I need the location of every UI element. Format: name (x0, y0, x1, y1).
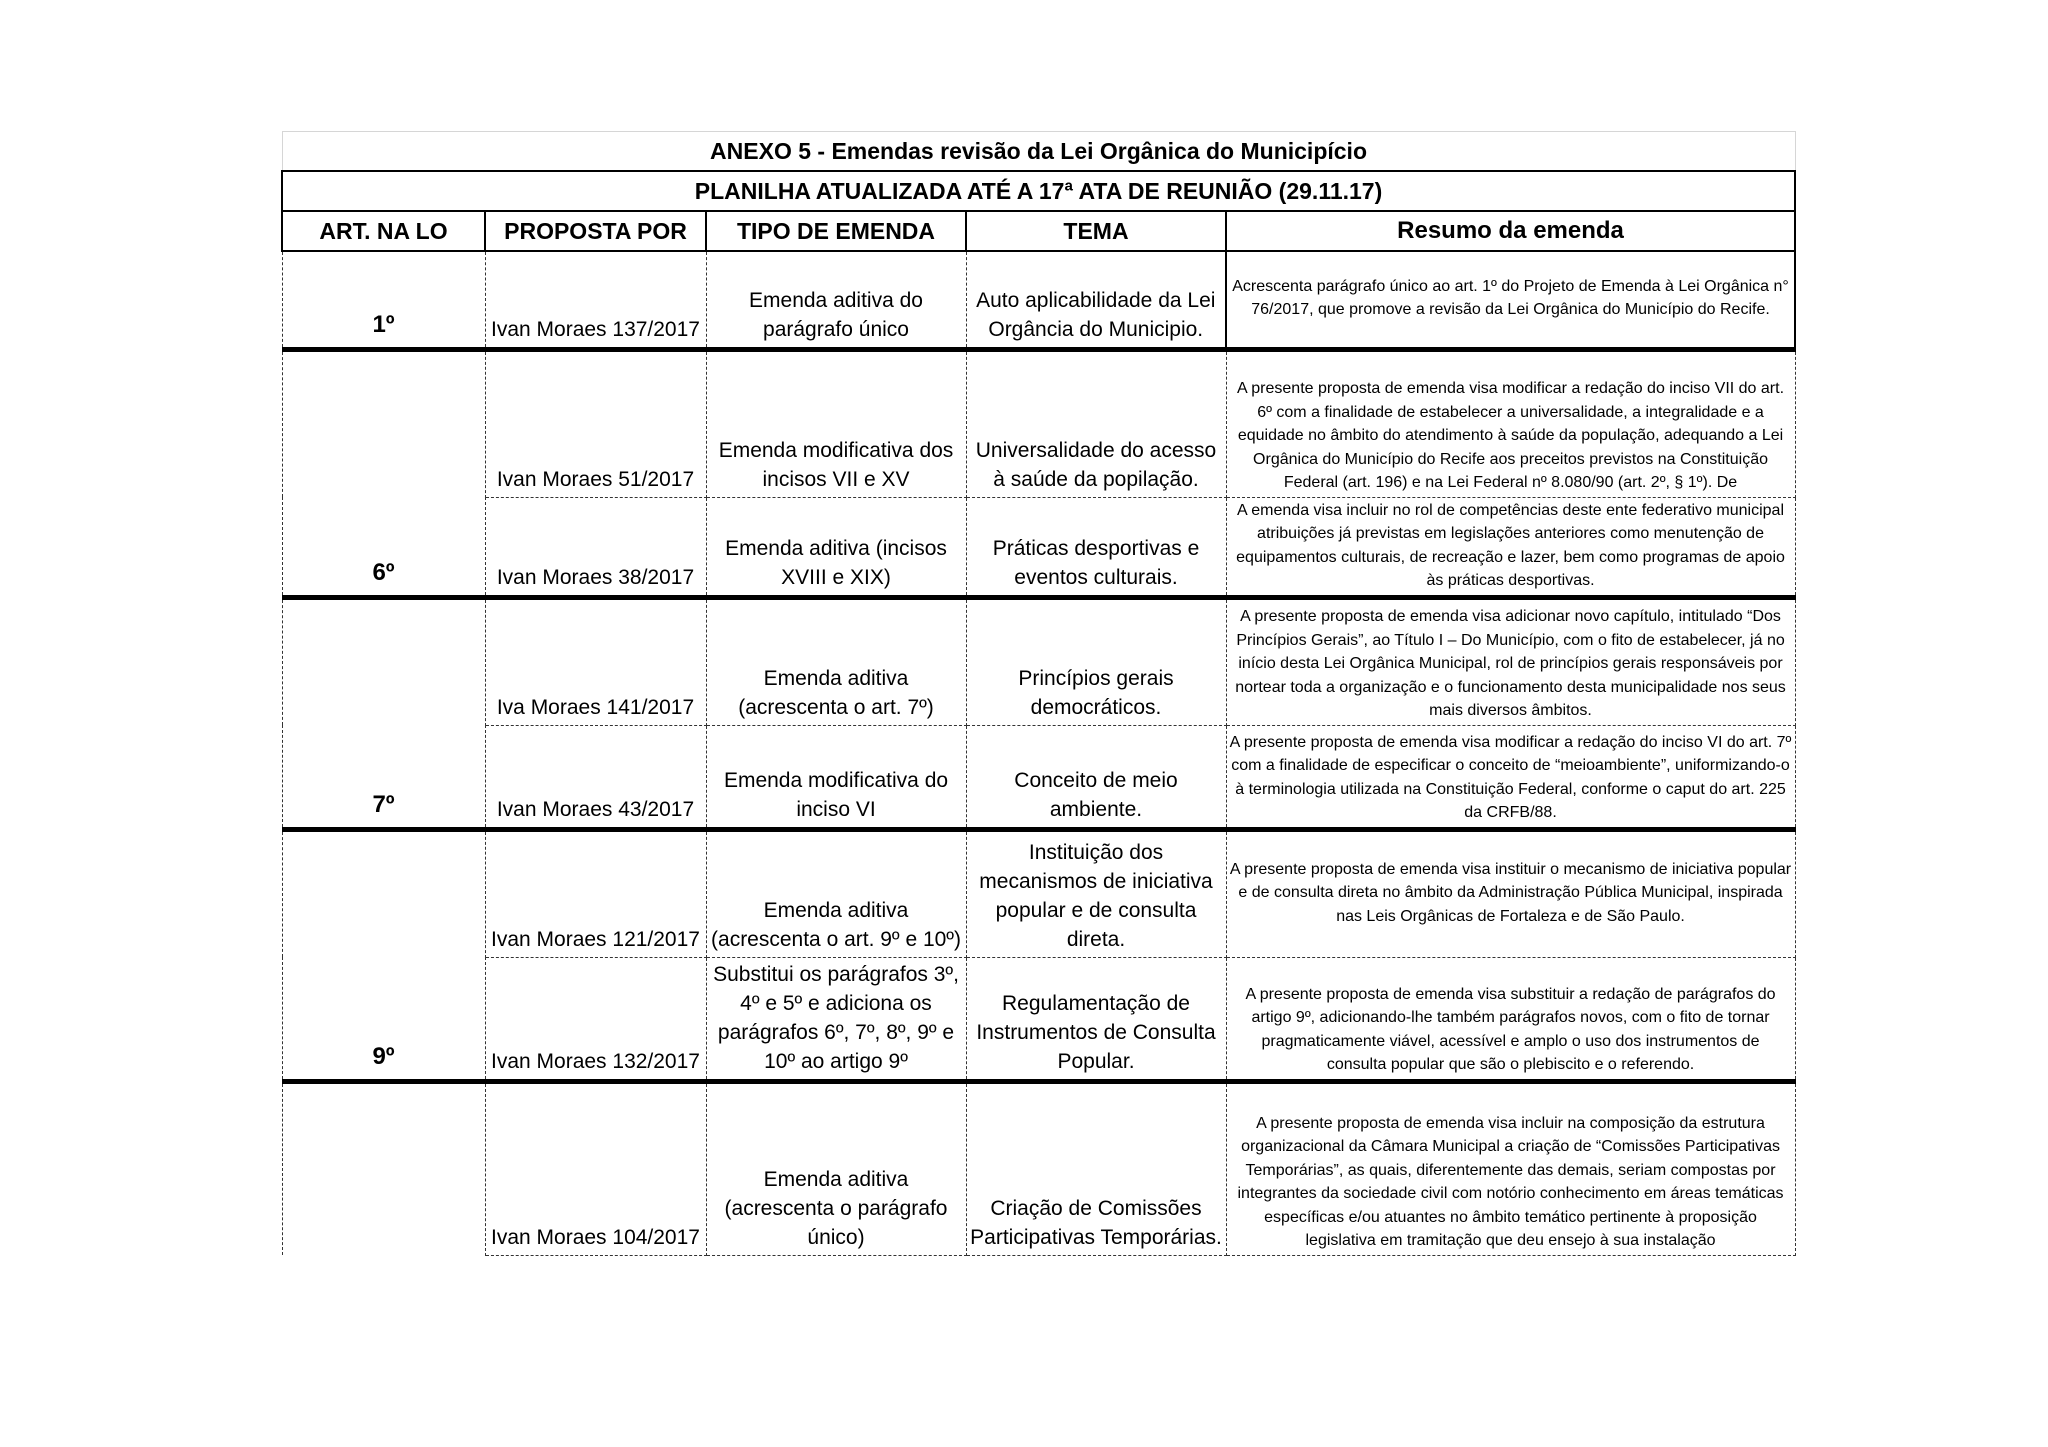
article-cell (282, 1081, 485, 1255)
amendments-sheet (281, 131, 1794, 1256)
resumo-cell: Acrescenta parágrafo único ao art. 1º do Projeto de Emenda à Lei Orgânica n° 76/2017, que promove a revisão da Lei Orgânica do Município do Recife. (1226, 251, 1795, 349)
tema-cell: Princípios gerais democráticos. (966, 597, 1226, 725)
table-row (282, 349, 1795, 497)
tema-cell: Conceito de meio ambiente. (966, 725, 1226, 829)
tipo-cell: Emenda aditiva (acrescenta o art. 7º) (706, 597, 966, 725)
article-cell: 7º (282, 597, 485, 829)
proposta-cell: Ivan Moraes 51/2017 (485, 349, 706, 497)
table-row (282, 957, 1795, 1081)
tipo-cell: Emenda aditiva do parágrafo único (706, 251, 966, 349)
document-title: ANEXO 5 - Emendas revisão da Lei Orgânica do Municipício (282, 132, 1795, 172)
column-header-tema: TEMA (966, 211, 1226, 251)
tema-cell: Regulamentação de Instrumentos de Consulta Popular. (966, 957, 1226, 1081)
resumo-cell: A emenda visa incluir no rol de competências deste ente federativo municipal atribuições já previstas em legislações anteriores como menutenção de equipamentos culturais, de recreação e lazer, bem como programas de apoio às práticas desportivas. (1226, 497, 1795, 597)
resumo-cell: A presente proposta de emenda visa modificar a redação do inciso VI do art. 7º com a finalidade de especificar o conceito de “meioambiente”, uniformizando-o à terminologia utilizada na Constituição Federal, conforme o caput do art. 225 da CRFB/88. (1226, 725, 1795, 829)
table-row (282, 1081, 1795, 1255)
tema-cell: Práticas desportivas e eventos culturais. (966, 497, 1226, 597)
tema-cell: Criação de Comissões Participativas Temporárias. (966, 1081, 1226, 1255)
column-header-proposta: PROPOSTA POR (485, 211, 706, 251)
amendments-table (281, 131, 1796, 1256)
table-row (282, 497, 1795, 597)
tipo-cell: Emenda aditiva (acrescenta o art. 9º e 10º) (706, 829, 966, 957)
tipo-cell: Emenda modificativa do inciso VI (706, 725, 966, 829)
table-row (282, 251, 1795, 349)
resumo-cell: A presente proposta de emenda visa instituir o mecanismo de iniciativa popular e de consulta direta no âmbito da Administração Pública Municipal, inspirada nas Leis Orgânicas de Fortaleza e de São Paulo. (1226, 829, 1795, 957)
proposta-cell: Iva Moraes 141/2017 (485, 597, 706, 725)
article-cell: 9º (282, 829, 485, 1081)
tema-cell: Universalidade do acesso à saúde da popilação. (966, 349, 1226, 497)
article-cell: 6º (282, 349, 485, 597)
proposta-cell: Ivan Moraes 121/2017 (485, 829, 706, 957)
column-header-resumo: Resumo da emenda (1226, 211, 1795, 251)
column-header-art: ART. NA LO (282, 211, 485, 251)
column-header-tipo: TIPO DE EMENDA (706, 211, 966, 251)
table-row (282, 725, 1795, 829)
tipo-cell: Substitui os parágrafos 3º, 4º e 5º e adiciona os parágrafos 6º, 7º, 8º, 9º e 10º ao artigo 9º (706, 957, 966, 1081)
tipo-cell: Emenda modificativa dos incisos VII e XV (706, 349, 966, 497)
proposta-cell: Ivan Moraes 132/2017 (485, 957, 706, 1081)
table-header-row (282, 211, 1795, 251)
resumo-cell: A presente proposta de emenda visa incluir na composição da estrutura organizacional da Câmara Municipal a criação de “Comissões Participativas Temporárias”, as quais, diferentemente das demais, seriam compostas por integrantes da sociedade civil com notório conhecimento em áreas temáticas específicas e/ou atuantes no âmbito temático pertinente à proposição legislativa em tramitação que deu ensejo à sua instalação (1226, 1081, 1795, 1255)
proposta-cell: Ivan Moraes 38/2017 (485, 497, 706, 597)
tema-cell: Auto aplicabilidade da Lei Orgância do Municipio. (966, 251, 1226, 349)
resumo-cell: A presente proposta de emenda visa substituir a redação de parágrafos do artigo 9º, adicionando-lhe também parágrafos novos, com o fito de tornar pragmaticamente viável, acessível e amplo o uso dos instrumentos de consulta popular que são o plebiscito e o referendo. (1226, 957, 1795, 1081)
proposta-cell: Ivan Moraes 43/2017 (485, 725, 706, 829)
tema-cell: Instituição dos mecanismos de iniciativa popular e de consulta direta. (966, 829, 1226, 957)
proposta-cell: Ivan Moraes 137/2017 (485, 251, 706, 349)
table-row (282, 829, 1795, 957)
table-row (282, 597, 1795, 725)
document-subtitle: PLANILHA ATUALIZADA ATÉ A 17ª ATA DE REUNIÃO (29.11.17) (282, 171, 1795, 211)
article-cell: 1º (282, 251, 485, 349)
resumo-cell: A presente proposta de emenda visa adicionar novo capítulo, intitulado “Dos Princípios Gerais”, ao Título I – Do Município, com o fito de estabelecer, já no início desta Lei Orgânica Municipal, rol de princípios gerais responsáveis por nortear toda a organização e o funcionamento desta municipalidade nos seus mais diversos âmbitos. (1226, 597, 1795, 725)
tipo-cell: Emenda aditiva (acrescenta o parágrafo único) (706, 1081, 966, 1255)
resumo-cell: A presente proposta de emenda visa modificar a redação do inciso VII do art. 6º com a finalidade de estabelecer a universalidade, a integralidade e a equidade no âmbito do atendimento à saúde da população, adequando a Lei Orgânica do Município do Recife aos preceitos previstos na Constituição Federal (art. 196) e na Lei Federal nº 8.080/90 (art. 2º, § 1º). De (1226, 349, 1795, 497)
tipo-cell: Emenda aditiva (incisos XVIII e XIX) (706, 497, 966, 597)
proposta-cell: Ivan Moraes 104/2017 (485, 1081, 706, 1255)
